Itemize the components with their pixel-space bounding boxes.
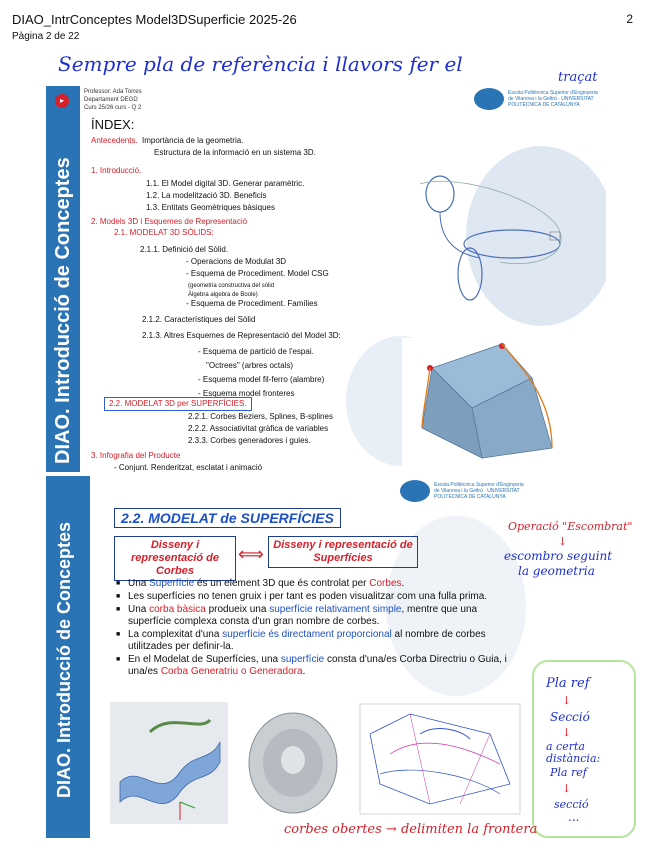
index-item: 1.3. Entitats Geomètriques bàsiques <box>146 203 275 212</box>
handwritten-bottom-note: corbes obertes → delimiten la frontera <box>284 822 538 837</box>
index-item: 2.1.3. Altres Esquemes de Representació del Model 3D: <box>142 331 341 340</box>
index-item: 2.1.2. Característiques del Sòlid <box>142 315 256 324</box>
bullet-item: ■ La complexitat d'una superfície és directament proporcional al nombre de corbes utilitzades per definir-la. <box>116 629 520 653</box>
surface-model-image <box>402 338 570 466</box>
bullet-item: ■ Les superfícies no tenen gruix i per tant es poden visualitzar com una fulla prima. <box>116 591 520 603</box>
index-item: - Esquema model fil-ferro (alambre) <box>198 375 325 384</box>
index-item: (geometria constructiva del sòlid <box>188 283 275 289</box>
wireframe-sweep-image <box>400 172 574 302</box>
handwritten-note-top-cont: traçat <box>558 70 598 85</box>
upc-logo <box>474 88 598 110</box>
handwritten-pla-ref-2: Pla ref <box>550 766 587 779</box>
handwritten-arrow-icon: ↓ <box>562 694 572 707</box>
wireframe-curves-image <box>350 694 530 822</box>
index-antecedents-label: Antecedents. <box>91 136 138 145</box>
index-antecedents-text: Importància de la geometria. <box>142 136 244 145</box>
handwritten-operacio: Operació "Escombrat" <box>508 520 633 533</box>
bullet-list <box>116 578 520 679</box>
index-item: 2.1.1. Definició del Sòlid. <box>140 245 229 254</box>
index-title: ÍNDEX: <box>91 117 135 132</box>
meta-line: Curs 25/26 curs - Q 2 <box>84 105 142 111</box>
sidebar-title: DIAO. Introducció de Conceptes <box>52 157 74 464</box>
double-arrow-icon: ⟺ <box>238 544 264 564</box>
course-meta <box>84 88 142 112</box>
index-subsection-highlighted: 2.2. MODELAT 3D per SUPERFÍCIES. <box>104 397 252 411</box>
page-number: 2 <box>626 12 633 26</box>
slide-title: 2.2. MODELAT de SUPERFÍCIES <box>114 508 341 528</box>
slide-sidebar <box>46 86 80 472</box>
meta-line: Professor: Ada Torres <box>84 89 142 95</box>
index-antecedents-text2: Estructura de la informació en un sistema 3D. <box>154 148 316 157</box>
curves-box: Disseny i representació de Corbes <box>114 536 236 581</box>
handwritten-pla-ref: Pla ref <box>546 676 590 691</box>
index-item: - Conjunt. Renderitzat, esclatat i animació <box>114 463 263 472</box>
sidebar-title: DIAO. Introducció de Conceptes <box>54 521 74 798</box>
handwritten-note-top: Sempre pla de referència i llavors fer el <box>58 52 463 76</box>
index-subsection: 2.1. MODELAT 3D SÒLIDS: <box>114 228 214 237</box>
index-item: - Esquema de Procediment. Model CSG <box>186 269 329 278</box>
handwritten-a-certa: a certa <box>546 740 585 753</box>
index-item: 2.3.3. Corbes generadores i guies. <box>188 436 311 445</box>
index-item: "Octrees" (arbres octals) <box>206 361 294 370</box>
index-section: 3. Infografia del Producte <box>91 451 181 460</box>
document-title: DIAO_IntrConceptes Model3DSuperficie 2025-26 <box>12 12 297 27</box>
logo-badge-icon: ▸ <box>55 94 69 108</box>
index-item: - Esquema model fronteres <box>198 389 295 398</box>
university-logo-icon <box>474 88 504 110</box>
handwritten-dots: ... <box>568 810 580 824</box>
handwritten-escombro: escombro seguint <box>504 549 613 563</box>
index-item: Àlgebra algebra de Boole) <box>188 292 258 298</box>
surfaces-box: Disseny i representació de Superfícies <box>268 536 418 568</box>
bullet-item: ■ En el Modelat de Superfícies, una superfície consta d'una/es Corba Directriu o Guia, i una/es Corba Generatriu o Generadora. <box>116 654 520 678</box>
index-item: 2.2.2. Associativitat gràfica de variables <box>188 424 329 433</box>
page-indicator: Pàgina 2 de 22 <box>12 31 80 42</box>
slide-index <box>46 86 606 472</box>
index-item: - Esquema de partició de l'espai. <box>198 347 314 356</box>
university-name: Escola Politècnica Superior d'Enginyeria de Vilanova i la Geltrú · UNIVERSITAT POLITÈCNICA DE CATALUNYA <box>508 90 598 108</box>
handwritten-arrow-icon: ↓ <box>558 535 568 548</box>
handwritten-distancia: distància: <box>546 752 601 765</box>
university-name: Escola Politècnica Superior d'Enginyeria de Vilanova i la Geltrú · UNIVERSITAT POLITÈCNICA DE CATALUNYA <box>434 482 524 500</box>
index-item: - Operacions de Modulat 3D <box>186 257 287 266</box>
handwritten-geometria: la geometria <box>518 564 595 578</box>
index-section: 2. Models 3D i Esquemes de Representació <box>91 217 248 226</box>
slide-surfaces <box>46 476 530 838</box>
index-item: 2.2.1. Corbes Beziers, Splines, B-splines <box>188 412 333 421</box>
upc-logo <box>400 480 524 502</box>
index-item: 1.1. El Model digital 3D. Generar paramètric. <box>146 179 305 188</box>
bullet-item: ■ Una Superfície és un element 3D que és controlat per Corbes. <box>116 578 520 590</box>
handwritten-seccio-2: secció <box>554 798 589 811</box>
bullet-item: ■ Una corba bàsica produeix una superfície relativament simple, mentre que una superfície complexa consta d'un gran nombre de corbes. <box>116 604 520 628</box>
handwritten-arrow-icon: ↓ <box>562 782 572 795</box>
surface-sweep-render-image <box>110 702 228 824</box>
index-section: 1. Introducció. <box>91 166 142 175</box>
index-item: 1.2. La modelització 3D. Beneficis <box>146 191 267 200</box>
meta-line: Departament DEGD <box>84 97 138 103</box>
index-item: - Esquema de Procediment. Famílies <box>186 299 318 308</box>
handwritten-seccio: Secció <box>550 710 590 724</box>
slide-sidebar <box>46 476 90 838</box>
university-logo-icon <box>400 480 430 502</box>
handwritten-arrow-icon: ↓ <box>562 726 572 739</box>
revolved-surface-image <box>246 708 340 818</box>
